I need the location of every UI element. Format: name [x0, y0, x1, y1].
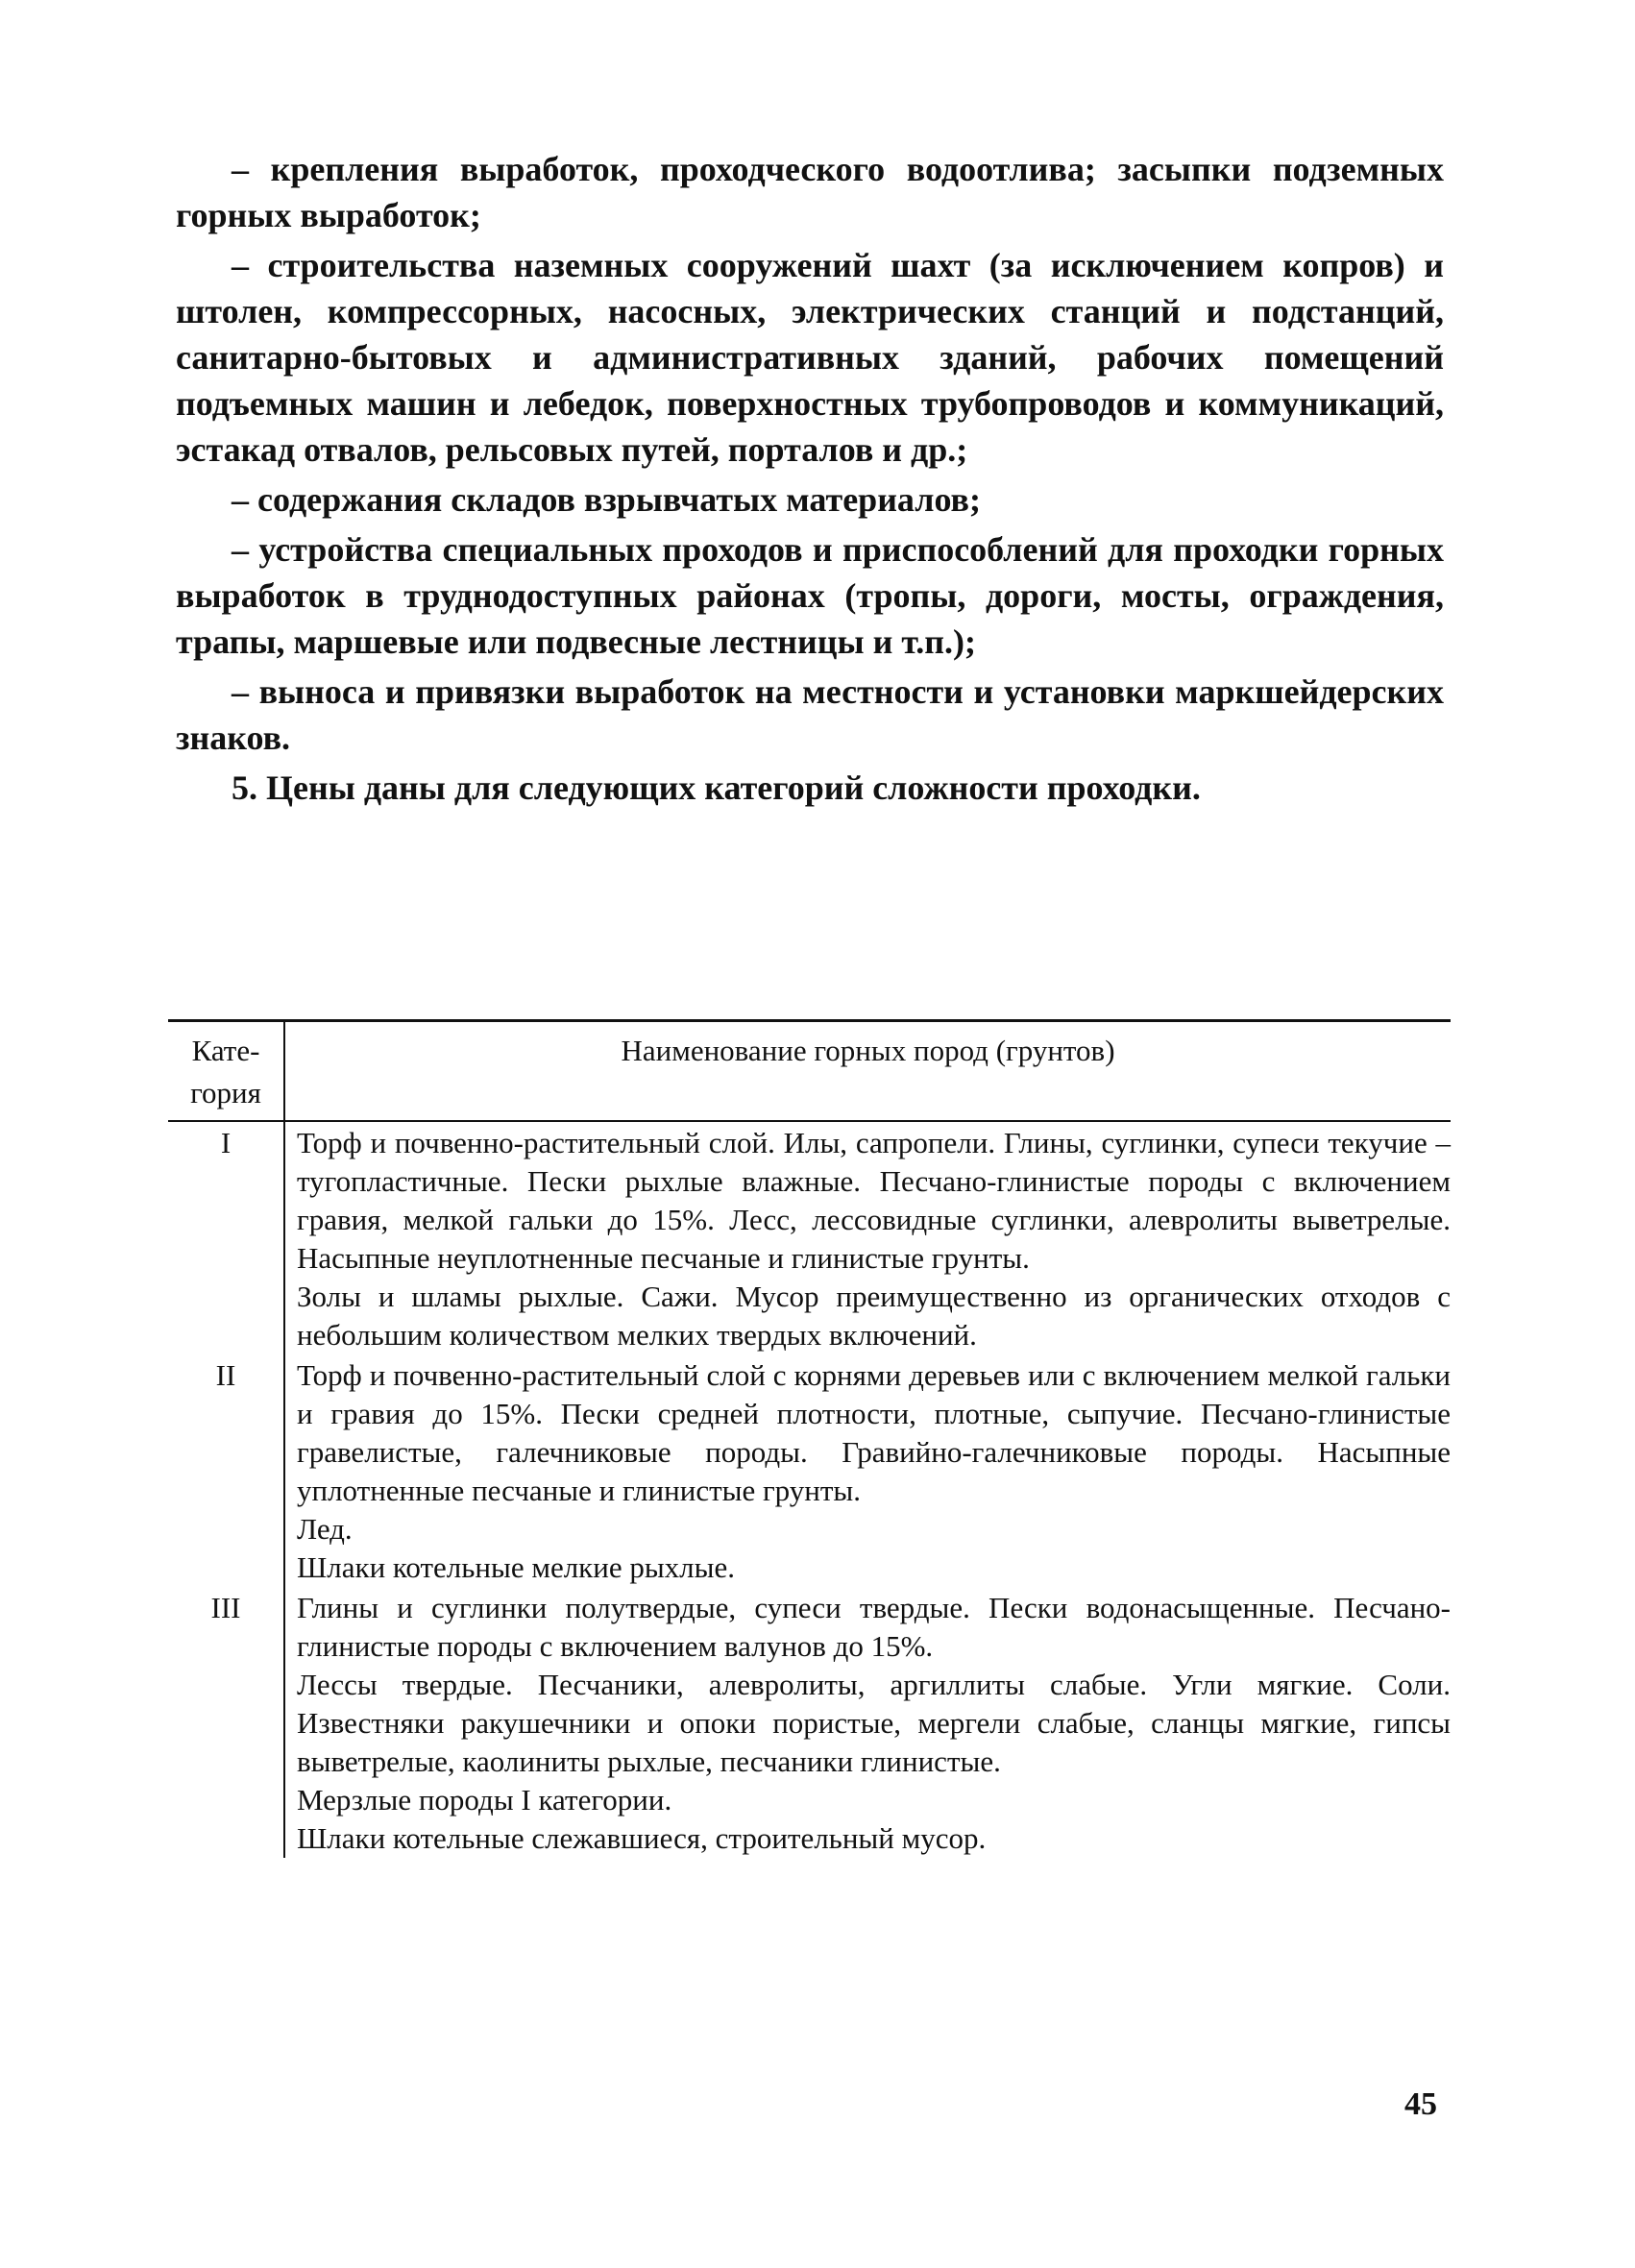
description-cell: [285, 1122, 1451, 1354]
description-paragraph: Глины и суглинки полутвердые, супеси твердые. Пески водонасыщенные. Песчано-глинистые породы с включением валунов до 15%.: [297, 1591, 1451, 1663]
rock-categories-table: [168, 1019, 1451, 1858]
description-paragraph: Торф и почвенно-растительный слой. Илы, сапропели. Глины, суглинки, супеси текучие – тугопластичные. Пески рыхлые влажные. Песчано-глинистые породы с включением гравия, мелкой гальки до 15%. Лесс, лессовидные суглинки, алевролиты выветрелые. Насыпные неуплотненные песчаные и глинистые грунты.: [297, 1126, 1451, 1275]
section-heading: 5. Цены даны для следующих категорий сложности проходки.: [232, 768, 1201, 807]
category-cell: I: [168, 1122, 285, 1354]
paragraph: – содержания складов взрывчатых материалов;: [232, 480, 981, 519]
header-category: [168, 1022, 285, 1120]
category-cell: III: [168, 1587, 285, 1858]
description-paragraph: Золы и шламы рыхлые. Сажи. Мусор преимущественно из органических отходов с небольшим количеством мелких твердых включений.: [297, 1280, 1451, 1352]
paragraph: – устройства специальных проходов и приспособлений для проходки горных выработок в труднодоступных районах (тропы, дороги, мосты, ограждения, трапы, маршевые или подвесные лестницы и т.п.);: [176, 530, 1444, 661]
paragraph: – строительства наземных сооружений шахт (за исключением копров) и штолен, компрессорных, насосных, электрических станций и подстанций, санитарно-бытовых и административных зданий, рабочих помещений подъемных машин и лебедок, поверхностных трубопроводов и коммуникаций, эстакад отвалов, рельсовых путей, порталов и др.;: [176, 246, 1444, 469]
table-header: [168, 1022, 1451, 1122]
description-paragraph: Шлаки котельные мелкие рыхлые.: [297, 1550, 735, 1584]
table-row: [168, 1122, 1451, 1354]
category-cell: II: [168, 1354, 285, 1587]
description-paragraph: Лессы твердые. Песчаники, алевролиты, аргиллиты слабые. Угли мягкие. Соли. Известняки ракушечники и опоки пористые, мергели слабые, сланцы мягкие, гипсы выветрелые, каолиниты рыхлые, песчаники глинистые.: [297, 1668, 1451, 1778]
table-row: [168, 1354, 1451, 1587]
paragraph: – крепления выработок, проходческого водоотлива; засыпки подземных горных выработок;: [176, 150, 1444, 234]
description-paragraph: Торф и почвенно-растительный слой с корнями деревьев или с включением мелкой гальки и гравия до 15%. Пески средней плотности, плотные, сыпучие. Песчано-глинистые гравелистые, галечниковые породы. Гравийно-галечниковые породы. Насыпные уплотненные песчаные и глинистые грунты.: [297, 1358, 1451, 1507]
paragraph: – выноса и привязки выработок на местности и установки маркшейдерских знаков.: [176, 672, 1444, 757]
description-paragraph: Мерзлые породы I категории.: [297, 1783, 672, 1817]
description-cell: [285, 1587, 1451, 1858]
description-cell: [285, 1354, 1451, 1587]
header-name: Наименование горных пород (грунтов): [621, 1034, 1115, 1067]
intro-text: [176, 146, 1444, 811]
description-paragraph: Лед.: [297, 1512, 353, 1546]
header-category-line2: гория: [190, 1076, 261, 1110]
description-paragraph: Шлаки котельные слежавшиеся, строительный мусор.: [297, 1821, 987, 1855]
header-category-line1: Кате-: [191, 1034, 260, 1067]
page-number: 45: [1404, 2086, 1437, 2122]
table-row: [168, 1587, 1451, 1858]
